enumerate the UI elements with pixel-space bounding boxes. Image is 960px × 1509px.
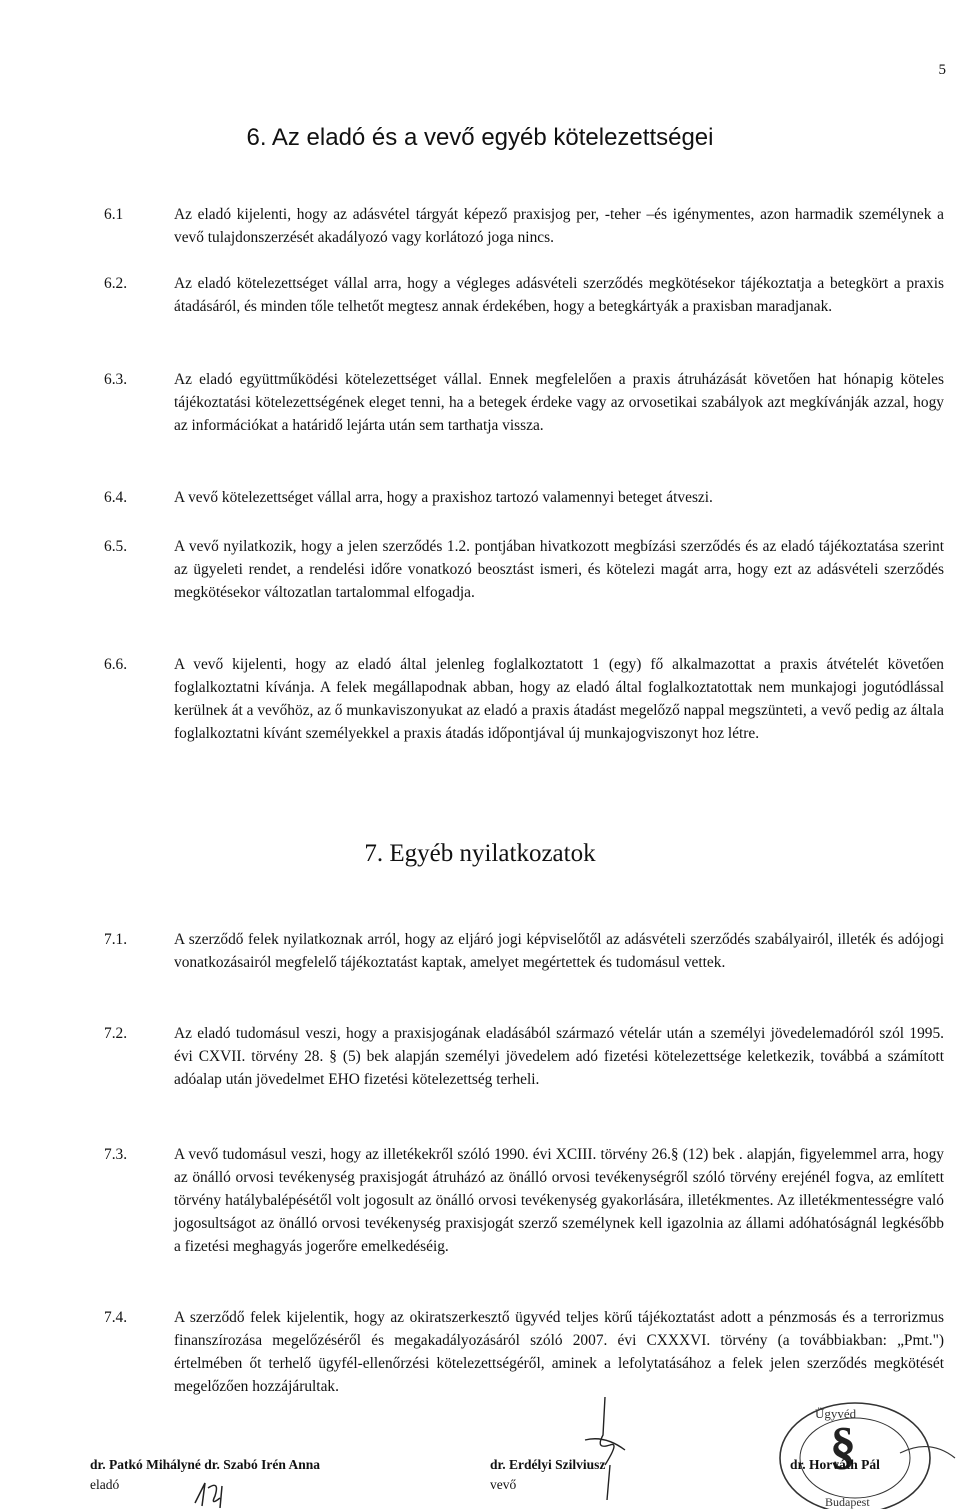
clause-6-6 (104, 653, 944, 745)
clause-number: 7.2. (104, 1025, 128, 1042)
clause-text: A vevő tudomásul veszi, hogy az illetékekről szóló 1990. évi XCIII. törvény 26.§ (12) bek . alapján, figyelemmel arra, hogy az önálló orvosi tevékenység praxisjogát átruházó az önálló orvosi tevékenységről szóló törvény erejénél fogva, az említett törvény hatálybalépésétől volt jogosult az önálló orvosi tevékenység gyakorlására, illetékmentes. Az illetékmentességre való jogosultságot az önálló orvosi tevékenység praxisjogát szerző személynek kell igazolnia az állami adóhatóságnál legkésőbb a fizetési meghagyás jogerőre emelkedéséig. (174, 1146, 944, 1255)
clause-text: A vevő kötelezettséget vállal arra, hogy a praxishoz tartozó valamennyi beteget átveszi. (174, 489, 713, 506)
clause-number: 6.4. (104, 489, 128, 506)
clause-7-3 (104, 1143, 944, 1258)
buyer-handwritten-signature (575, 1395, 635, 1505)
clause-6-4 (104, 486, 944, 509)
seller-handwritten-signature (190, 1478, 245, 1508)
clause-text: Az eladó kötelezettséget vállal arra, hogy a végleges adásvételi szerződés megkötésekor tájékoztatja a betegkört a praxis átadásáról, és minden tőle telhetőt megtesz annak érdekében, hogy a betegkártyák a praxisban maradjanak. (174, 275, 944, 315)
clause-number: 6.2. (104, 275, 128, 292)
section-6-heading: 6. Az eladó és a vevő egyéb kötelezettségei (246, 124, 714, 151)
clause-text: Az eladó kijelenti, hogy az adásvétel tárgyát képező praxisjog per, -teher –és igénymentes, azon harmadik személynek a vevő tulajdonszerzését akadályozó vagy korlátozó joga nincs. (174, 206, 944, 246)
clause-text: Az eladó tudomásul veszi, hogy a praxisjogának eladásából származó vételár után a személyi jövedelemadóról szól 1995. évi CXVII. törvény 28. § (5) bek alapján személyi jövedelem adó fizetési kötelezettsége keletkezik, továbbá a számított adóalap után jövedelmet EHO fizetési kötelezettség terheli. (174, 1025, 944, 1088)
clause-number: 6.3. (104, 371, 128, 388)
clause-number: 6.1 (104, 206, 124, 223)
clause-6-3 (104, 368, 944, 437)
lawyer-name: dr. Horváth Pál (790, 1457, 880, 1472)
clause-number: 6.6. (104, 656, 128, 673)
seller-name: dr. Patkó Mihályné dr. Szabó Irén Anna (90, 1457, 321, 1472)
clause-7-1 (104, 928, 944, 974)
clause-6-2 (104, 272, 944, 318)
clause-text: A vevő kijelenti, hogy az eladó által jelenleg foglalkoztatott 1 (egy) fő alkalmazottat a praxis átvételét követően foglalkoztatni kívánja. A felek megállapodnak abban, hogy az eladó által foglalkoztatottak nem munkajogi jogutódlással kerülnek át a vevőhöz, az ő munkaviszonyukat az eladó a praxis átadást megelőző nappal megszünteti, a vevő pedig az általa foglalkoztatni kívánt személyekkel a praxis átadás időpontjával új munkajogviszonyt hoz létre. (174, 656, 944, 742)
clause-text: Az eladó együttműködési kötelezettséget vállal. Ennek megfelelően a praxis átruházását követően hat hónapig köteles tájékoztatási kötelezettségének eleget tenni, ha a betegek érdeke vagy az orvosetikai szabályok azt megkívánják azzal, hogy az információkat a határidő lejárta után sem tarthatja vissza. (174, 371, 944, 434)
buyer-role: vevő (490, 1477, 517, 1492)
page-number: 5 (938, 62, 946, 78)
clause-number: 7.1. (104, 931, 128, 948)
lawyer-stamp (770, 1378, 960, 1509)
clause-6-1 (104, 203, 944, 249)
clause-number: 7.4. (104, 1309, 128, 1326)
clause-text: A vevő nyilatkozik, hogy a jelen szerződés 1.2. pontjában hivatkozott megbízási szerződés és az eladó tájékoztatása szerint az ügyeleti rendet, a rendelési időre vonatkozó beosztást ismeri, és kötelezi magát arra, hogy ezt az adásvételi szerződés megkötésekor változatlan tartalommal elfogadja. (174, 538, 944, 601)
svg-text:Ügyvéd: Ügyvéd (815, 1406, 857, 1421)
svg-text:§: § (830, 1418, 856, 1475)
signature-lawyer (790, 1455, 880, 1475)
clause-number: 7.3. (104, 1146, 128, 1163)
seller-role: eladó (90, 1477, 120, 1492)
clause-number: 6.5. (104, 538, 128, 555)
clause-7-2 (104, 1022, 944, 1091)
clause-text: A szerződő felek nyilatkoznak arról, hogy az eljáró jogi képviselőtől az adásvételi szerződés szabályairól, illeték és adójogi vonatkozásairól megfelelő tájékoztatást kaptak, amelyet megértettek és tudomásul vettek. (174, 931, 944, 971)
clause-text: A szerződő felek kijelentik, hogy az okiratszerkesztő ügyvéd teljes körű tájékoztatást adott a pénzmosás és a terrorizmus finanszírozása megelőzéséről és megakadályozásáról szóló 2007. évi CXXXVI. törvény (a továbbiakban: „Pmt.") értelmében őt terhelő ügyfél-ellenőrzési kötelezettségéről, aminek a lefolytatásához a felek jelen szerződés megkötését megelőzően hozzájárultak. (174, 1309, 944, 1395)
svg-text:Budapest: Budapest (825, 1495, 870, 1509)
buyer-name: dr. Erdélyi Szilviusz (490, 1457, 606, 1472)
section-7-heading: 7. Egyéb nyilatkozatok (364, 840, 596, 867)
clause-6-5 (104, 535, 944, 604)
